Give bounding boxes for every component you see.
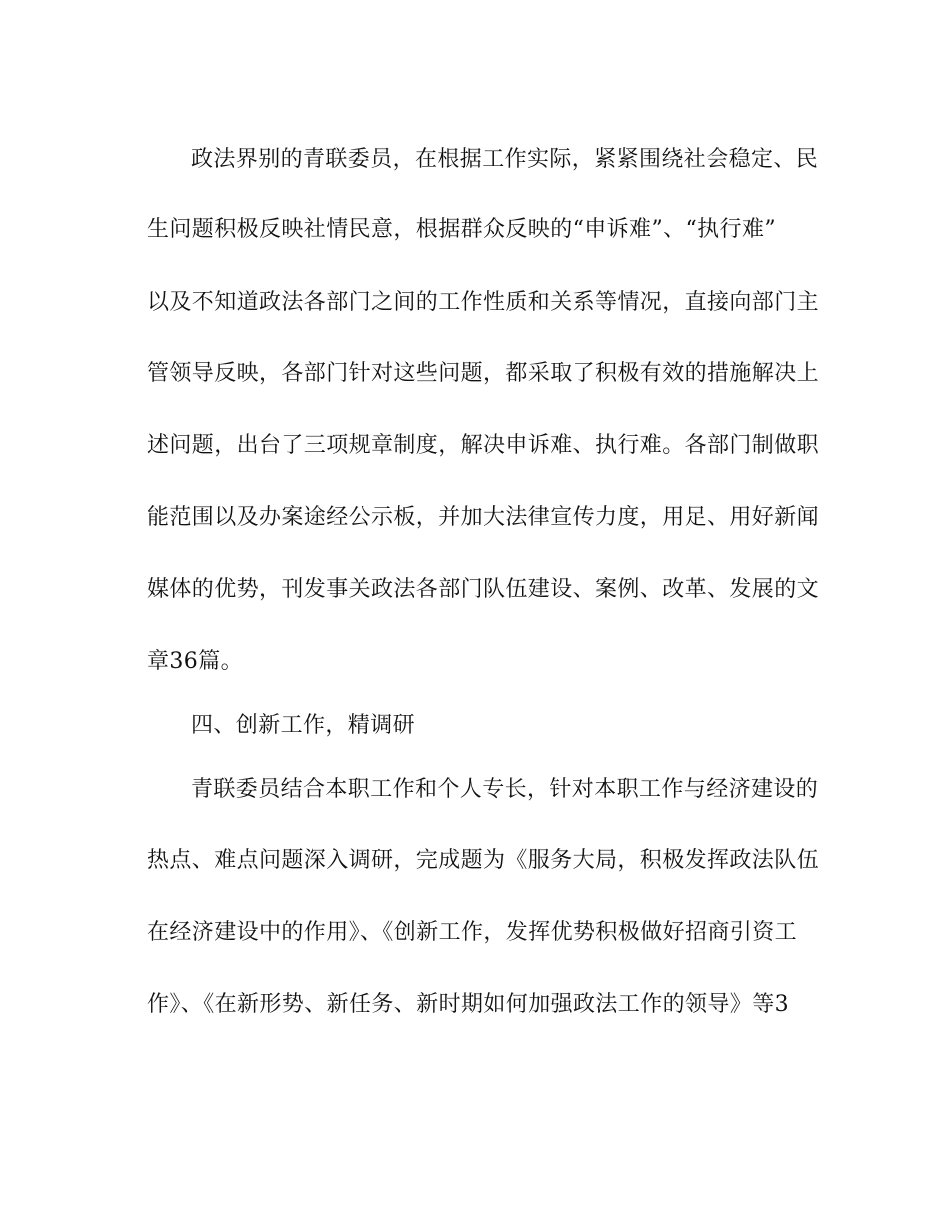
paragraph-line: 述问题，出台了三项规章制度，解决申诉难、执行难。各部门制做职 [147, 433, 820, 458]
paragraph-line: 作》、《在新形势、新任务、新时期如何加强政法工作的领导》等3 [147, 992, 789, 1017]
paragraph-line: 生问题积极反映社情民意，根据群众反映的“申诉难”、“执行难” [147, 217, 776, 242]
section-heading: 四、创新工作，精调研 [191, 713, 416, 738]
paragraph-line: 媒体的优势，刊发事关政法各部门队伍建设、案例、改革、发展的文 [147, 577, 820, 602]
paragraph-line: 章36篇。 [147, 649, 243, 674]
paragraph-line: 热点、难点问题深入调研，完成题为《服务大局，积极发挥政法队伍 [147, 848, 820, 873]
paragraph-line: 能范围以及办案途经公示板，并加大法律宣传力度，用足、用好新闻 [147, 505, 820, 530]
paragraph-line: 管领导反映，各部门针对这些问题，都采取了积极有效的措施解决上 [147, 361, 820, 386]
paragraph-line: 在经济建设中的作用》、《创新工作，发挥优势积极做好招商引资工 [147, 920, 798, 945]
paragraph-line: 政法界别的青联委员，在根据工作实际，紧紧围绕社会稳定、民 [191, 147, 819, 172]
paragraph-line: 以及不知道政法各部门之间的工作性质和关系等情况，直接向部门主 [147, 290, 820, 315]
paragraph-line: 青联委员结合本职工作和个人专长，针对本职工作与经济建设的 [191, 777, 819, 802]
